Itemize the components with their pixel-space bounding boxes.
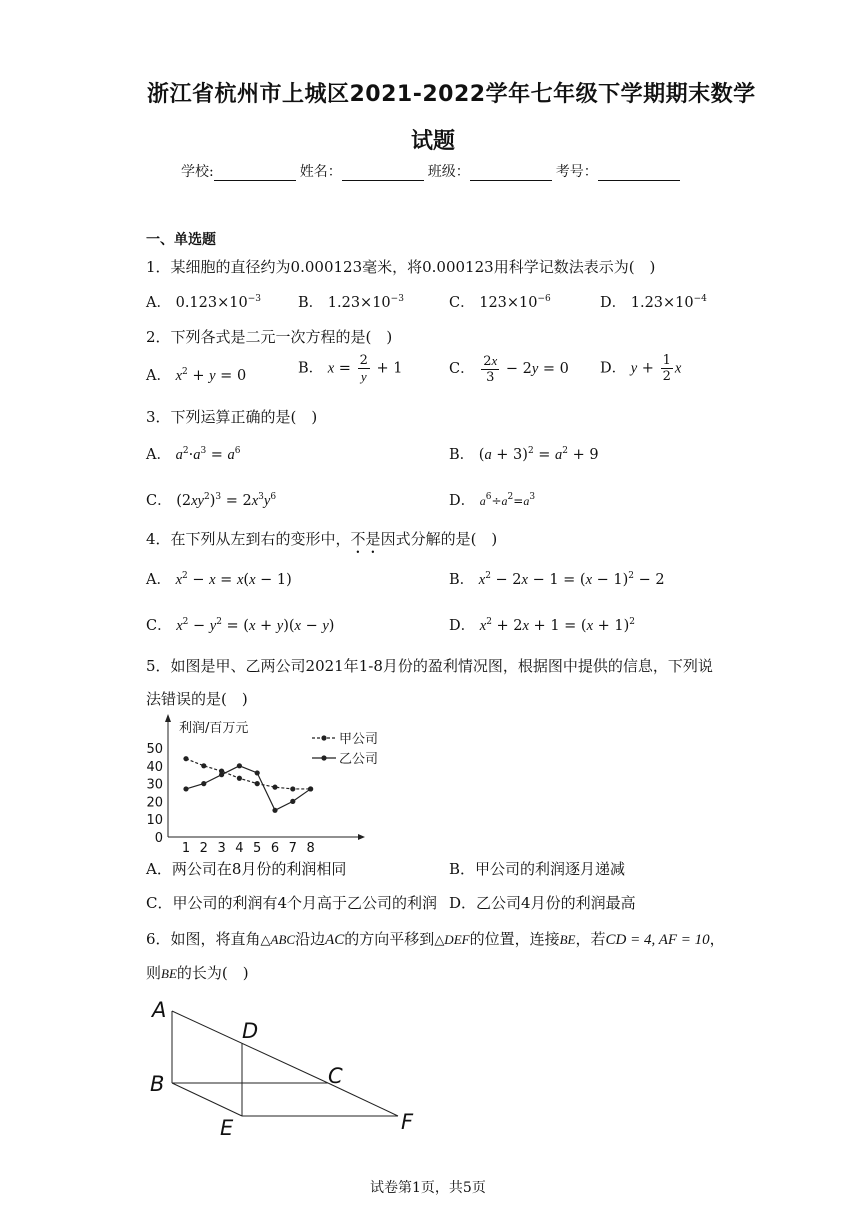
question-6-stem-line2: 则BE的长为( ) — [146, 964, 249, 982]
profit-line-chart — [140, 712, 380, 857]
x-tick-label: 5 — [253, 841, 262, 856]
data-point — [272, 808, 277, 813]
class-label: 班级： — [427, 164, 470, 180]
data-point — [219, 772, 224, 777]
class-blank — [470, 166, 552, 181]
page-title-line2: 试题 — [411, 129, 456, 154]
x-tick-label: 8 — [306, 841, 315, 856]
q2-option-b: B． x = $\frac{2}{y}$ + 1 — [298, 353, 403, 384]
x-tick-label: 6 — [270, 841, 280, 856]
label-c: C — [328, 1064, 343, 1088]
label-e: E — [220, 1116, 234, 1140]
data-point — [308, 786, 313, 791]
y-tick-label: 0 — [154, 831, 163, 846]
q1-option-b: B． $1.23\times 10^{-3}$ — [298, 294, 404, 311]
question-3-stem: 3．下列运算正确的是( ) — [146, 408, 318, 426]
data-point — [272, 785, 277, 790]
legend-label-2: 乙公司 — [339, 752, 379, 767]
data-point — [183, 756, 188, 761]
y-tick-label: 10 — [146, 813, 163, 829]
data-point — [183, 786, 188, 791]
data-point — [237, 776, 242, 781]
label-a: A — [152, 998, 167, 1022]
q5-option-c: C．甲公司的利润有4个月高于乙公司的利润 — [146, 894, 438, 912]
label-d: D — [242, 1019, 259, 1043]
y-tick-label: 30 — [146, 777, 163, 793]
student-info-line — [181, 161, 684, 181]
question-5-stem-line1: 5．如图是甲、乙两公司2021年1-8月份的盈利情况图，根据图中提供的信息，下列说 — [146, 657, 713, 675]
x-tick-label: 3 — [217, 841, 226, 856]
x-tick-label: 2 — [199, 841, 208, 856]
q5-option-d: D．乙公司4月份的利润最高 — [449, 894, 636, 912]
legend-label-1: 甲公司 — [339, 732, 379, 747]
legend-marker — [321, 735, 326, 740]
segment-be — [172, 1083, 242, 1116]
q2-option-d: D． y + $\frac{1}{2}$ x — [600, 353, 682, 384]
section-heading: 一、单选题 — [146, 232, 216, 248]
id-label: 考号： — [555, 164, 598, 180]
data-point — [237, 763, 242, 768]
data-point — [255, 770, 260, 775]
y-tick-label: 50 — [146, 742, 163, 757]
label-f: F — [401, 1110, 414, 1134]
y-tick-label: 20 — [146, 795, 163, 811]
name-blank — [342, 166, 424, 181]
q3-option-a: A． $a^2\cdot a^3 = a^6$ — [146, 446, 241, 463]
y-tick-label: 40 — [146, 759, 163, 775]
q2-option-c: C． $\frac{2x}{3}$ − 2y = 0 — [449, 353, 569, 385]
q3-option-d: D． $a^6\div a^2=a^3$ — [449, 492, 536, 509]
data-point — [255, 781, 260, 786]
question-1-stem: 1．某细胞的直径约为0.000123毫米，将0.000123用科学记数法表示为( ) — [146, 258, 656, 276]
q5-option-b: B．甲公司的利润逐月递减 — [449, 860, 626, 878]
question-5-stem-line2: 法错误的是( ) — [146, 690, 248, 708]
data-point — [201, 763, 206, 768]
q3-option-c: C． $(2xy^2)^3 = 2x^3y^6$ — [146, 492, 277, 509]
school-blank — [214, 166, 296, 181]
q1-option-d: D． $1.23\times 10^{-4}$ — [600, 294, 707, 311]
school-label: 学校: — [181, 164, 214, 180]
data-point — [290, 799, 295, 804]
question-6-stem-line1: 6．如图，将直角△ABC沿边AC的方向平移到△DEF的位置，连接BE，若CD = 4, AF = 10， — [146, 930, 725, 948]
triangle-translation-diagram — [140, 995, 430, 1140]
name-label: 姓名： — [299, 164, 342, 180]
q4-option-b: B． $x^2 - 2x - 1 = (x - 1)^2 - 2$ — [449, 571, 665, 588]
q1-option-c: C． $123\times 10^{-6}$ — [449, 294, 551, 311]
q2-option-a: A． $x^2 + y = 0$ — [146, 367, 247, 384]
q4-option-c: C． $x^2 - y^2 = (x + y)(x - y)$ — [146, 617, 335, 634]
question-4-stem: 4．在下列从左到右的变形中，不是因式分解的是( ) — [146, 530, 498, 548]
q5-option-a: A．两公司在8月份的利润相同 — [146, 860, 347, 878]
y-axis-label: 利润/百万元 — [179, 721, 249, 736]
q4-option-d: D． $x^2 + 2x + 1 = (x + 1)^2$ — [449, 617, 635, 634]
page-title: 浙江省杭州市上城区2021-2022学年七年级下学期期末数学 — [147, 82, 756, 107]
data-point — [290, 786, 295, 791]
q4-option-a: A． $x^2 - x = x(x - 1)$ — [146, 571, 292, 588]
x-tick-label: 7 — [288, 841, 297, 856]
q1-option-a: A． $0.123\times 10^{-3}$ — [146, 294, 261, 311]
legend-marker — [321, 755, 326, 760]
y-axis-arrow — [165, 714, 171, 722]
q3-option-b: B． $(a + 3)^2 = a^2 + 9$ — [449, 446, 599, 463]
data-point — [201, 781, 206, 786]
page-footer: 试卷第1页，共5页 — [370, 1180, 486, 1196]
x-tick-label: 1 — [181, 841, 191, 856]
question-2-stem: 2．下列各式是二元一次方程的是( ) — [146, 328, 393, 346]
id-blank — [598, 166, 680, 181]
x-tick-label: 4 — [235, 841, 244, 856]
label-b: B — [150, 1072, 165, 1096]
x-axis-arrow — [358, 834, 365, 840]
